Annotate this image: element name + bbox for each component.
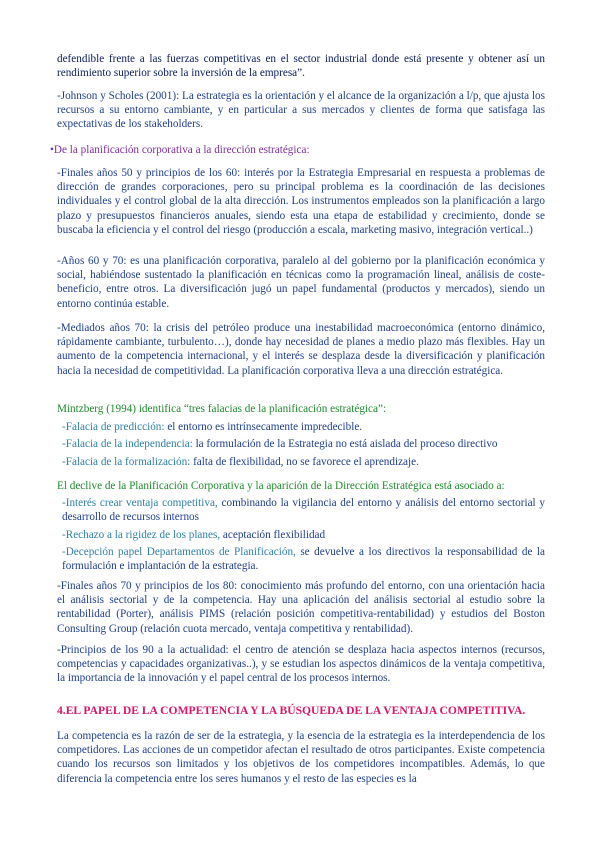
declive-decepcion-text: se devuelve a los directivos la responsabilidad de la formulación e implantación de la estrategia. <box>62 546 545 573</box>
declive-ventaja-label: -Interés crear ventaja competitiva, <box>62 497 218 509</box>
falacia-independencia-label: -Falacia de la independencia: <box>62 438 193 450</box>
paragraph-mediados-70: -Mediados años 70: la crisis del petróleo produce una inestabilidad macroeconómica (entorno dinámico, rápidamente cambiante, turbulento…), donde hay necesidad de planes a medio plazo más flexibles. Hay un aumento de la competencia internacional, y el interés se desplaza desde la diversificación y planificación hacia la necesidad de competitividad. La planificación corporativa lleva a una dirección estratégica. <box>57 322 545 377</box>
heading-planificacion <box>50 143 545 157</box>
paragraph-finales-70: -Finales años 70 y principios de los 80: conocimiento más profundo del entorno, con una orientación hacia el análisis sectorial y de la competencia. Hay una aplicación del análisis sectorial al estudio sobre la rentabilidad (Porter), análisis PIMS (relación posición competitiva-rentabilidad) y estudios del Boston Consulting Group (relación cuota mercado, ventaja competitiva y rentabilidad). <box>57 580 545 635</box>
falacia-independencia <box>62 437 545 451</box>
paragraph-anos-60-70: -Años 60 y 70: es una planificación corporativa, paralelo al del gobierno por la planificación económica y social, habiéndose sustentado la planificación en técnicas como la programación lineal, análisis de coste-beneficio, entre otros. La diversificación jugó un papel fundamental (productos y mercados), siendo un entorno continúa estable. <box>57 255 545 310</box>
declive-decepcion-label: -Decepción papel Departamentos de Planificación, <box>62 546 296 558</box>
heading-planificacion-text: De la planificación corporativa a la dirección estratégica: <box>53 144 310 156</box>
declive-rigidez-text: aceptación flexibilidad <box>220 529 326 541</box>
bullet-icon: • <box>50 144 54 156</box>
falacia-formalizacion-text: falta de flexibilidad, no se favorece el aprendizaje. <box>190 456 419 468</box>
falacia-prediccion-label: -Falacia de predicción: <box>62 421 165 433</box>
falacia-formalizacion-label: -Falacia de la formalización: <box>62 456 191 468</box>
declive-ventaja <box>62 496 545 524</box>
paragraph-finales-50: -Finales años 50 y principios de los 60: interés por la Estrategia Empresarial en respuesta a problemas de dirección de grandes corporaciones, pero su principal problema es la coordinación de las decisiones individuales y el control global de la alta dirección. Los instrumentos empleados son la planificación a largo plazo y presupuestos financieros anuales, siendo esta una etapa de estabilidad y crecimiento, donde se buscaba la eficiencia y el control del riesgo (producción a escala, marketing masivo, integración vertical..) <box>57 167 545 236</box>
declive-rigidez-label: -Rechazo a la rigidez de los planes, <box>62 529 221 541</box>
section-heading-competencia: 4.EL PAPEL DE LA COMPETENCIA Y LA BÚSQUEDA DE LA VENTAJA COMPETITIVA. <box>57 704 526 717</box>
heading-mintzberg: Mintzberg (1994) identifica “tres falacias de la planificación estratégica”: <box>57 403 387 415</box>
paragraph-competencia: La competencia es la razón de ser de la estrategia, y la esencia de la estrategia es la interdependencia de los competidores. Las acciones de un competidor afectan el resultado de otros participantes. Existe competencia cuando los recursos son limitados y los objetivos de los competidores incompatibles. Además, lo que diferencia la competencia entre los seres humanos y el resto de las especies es la <box>57 730 545 785</box>
falacia-formalizacion <box>62 455 545 469</box>
falacia-prediccion <box>62 420 545 434</box>
paragraph-johnson-scholes: -Johnson y Scholes (2001): La estrategia es la orientación y el alcance de la organización a l/p, que ajusta los recursos a su entorno cambiante, y en particular a sus mercados y clientes de forma que satisfaga las expectativas de los stakeholders. <box>57 90 545 131</box>
falacia-prediccion-text: el entorno es intrínsecamente impredecible. <box>164 421 363 433</box>
declive-rigidez <box>62 528 545 542</box>
declive-ventaja-text: combinando la vigilancia del entorno y análisis del entorno sectorial y desarrollo de recursos internos <box>62 497 546 524</box>
declive-decepcion <box>62 545 545 573</box>
falacia-independencia-text: la formulación de la Estrategia no está aislada del proceso directivo <box>192 438 498 450</box>
paragraph-principios-90: -Principios de los 90 a la actualidad: el centro de atención se desplaza hacia aspectos internos (recursos, competencias y capacidades organizativas..), y se estudian los aspectos dinámicos de la ventaja competitiva, la importancia de la innovación y el papel central de los procesos internos. <box>57 644 545 685</box>
heading-declive: El declive de la Planificación Corporativa y la aparición de la Dirección Estratégica está asociado a: <box>57 480 505 492</box>
paragraph-porter-continuation: defendible frente a las fuerzas competitivas en el sector industrial donde está presente y obtener así un rendimiento superior sobre la inversión de la empresa”. <box>57 53 545 80</box>
